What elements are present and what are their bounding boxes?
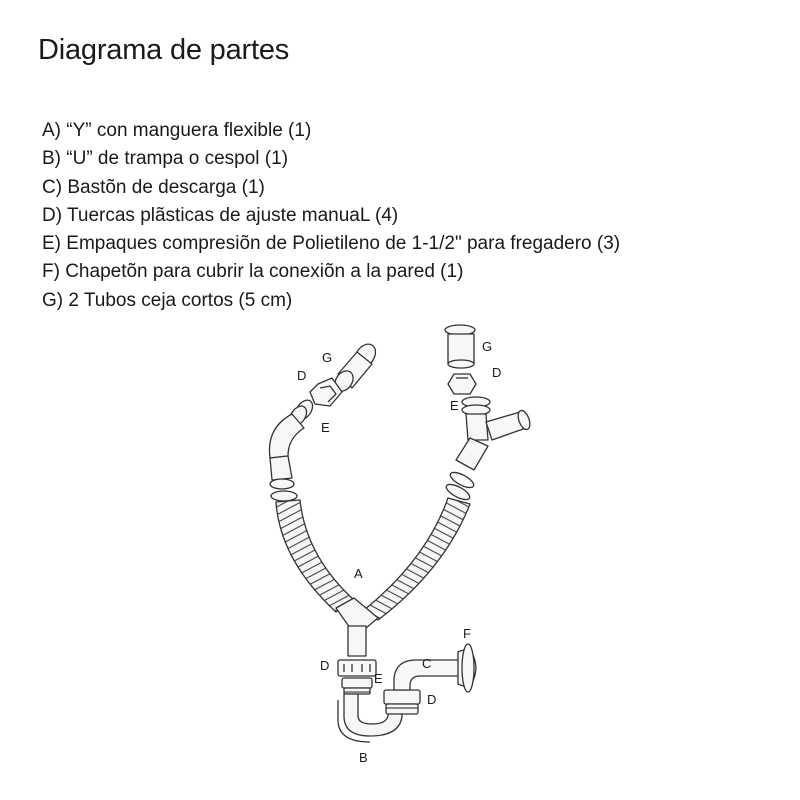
part-f: F) Chapetõn para cubrir la conexiõn a la pared (1) (42, 261, 464, 283)
part-b: B) “U” de trampa o cespol (1) (42, 148, 289, 170)
label-d-trap: D (320, 658, 330, 673)
part-d: D) Tuercas plãsticas de ajuste manuaL (4) (42, 204, 399, 226)
label-d-right: D (492, 365, 502, 380)
label-e-right: E (450, 398, 459, 413)
right-tube-g (445, 325, 475, 368)
label-e-left: E (321, 420, 330, 435)
label-g-left: G (322, 350, 333, 365)
part-a: A) “Y” con manguera flexible (1) (42, 120, 312, 141)
trap-nut-d2 (384, 690, 420, 714)
right-gasket-e (462, 397, 490, 415)
label-c: C (422, 656, 432, 671)
label-a: A (354, 566, 363, 581)
part-c: C) Bastõn de descarga (1) (42, 176, 265, 198)
left-flex-hose (276, 500, 354, 612)
right-nut-d (448, 374, 476, 394)
label-b: B (359, 750, 368, 765)
part-g: G) 2 Tubos ceja cortos (5 cm) (42, 289, 293, 311)
label-d-trap2: D (427, 692, 437, 707)
right-y-branch (444, 409, 532, 503)
label-f: F (463, 626, 471, 641)
left-elbow (269, 414, 304, 501)
label-d-left: D (297, 368, 307, 383)
part-e: E) Empaques compresiõn de Polietileno de 1-1/2" para fregadero (3) (42, 233, 621, 255)
label-e-trap: E (374, 671, 383, 686)
escutcheon-f (458, 644, 476, 692)
trap-nut-d (338, 660, 376, 676)
label-g-right: G (482, 339, 493, 354)
page-title: Diagrama de partes (38, 34, 290, 66)
right-flex-hose (364, 498, 470, 620)
trap-gasket-e (342, 678, 372, 694)
